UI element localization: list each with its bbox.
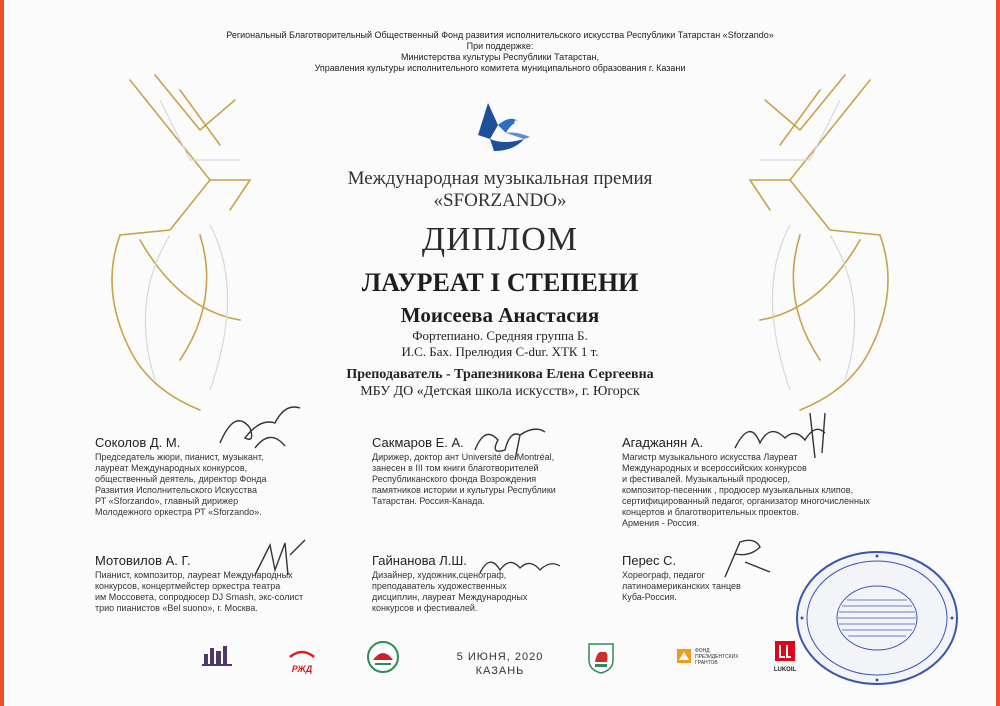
jury-bio-line: Международных и всероссийских конкурсов [622, 463, 807, 473]
prize-brand: «SFORZANDO» [433, 190, 567, 211]
recipient-name: Моисеева Анастасия [400, 303, 600, 327]
jury-bio-line: им Моссовета, сопродюсер DJ Smash, экс-солист [95, 592, 304, 602]
rzd-logo [282, 646, 322, 674]
jury-bio-line: Председатель жюри, пианист, музыкант, [95, 452, 264, 462]
sforzando-bird-logo-icon [470, 95, 540, 165]
jury-bio-line: Татарстан. Россия-Канада. [372, 496, 485, 506]
jury-bio-line: латиноамериканских танцев [622, 581, 741, 591]
diploma-body [250, 168, 750, 400]
performed-piece: И.С. Бах. Прелюдия C-dur. ХТК 1 т. [401, 344, 599, 359]
grants-fund-icon [676, 648, 692, 664]
kazan-emblem-icon [585, 640, 617, 674]
laureate-degree: ЛАУРЕАТ I СТЕПЕНИ [361, 268, 639, 297]
header-organization: Региональный Благотворительный Общественный Фонд развития исполнительского искусства Республики Татарстан «Sforzando» [226, 30, 774, 40]
jury-member-agadzhanyan [622, 435, 902, 529]
presidential-grants-fund-logo [676, 648, 744, 666]
jury-bio-line: Куба-Россия. [622, 592, 677, 602]
issue-date-block [440, 650, 560, 678]
jury-member-motovilov [95, 553, 320, 614]
jury-member-sakmarov [372, 435, 602, 507]
grants-fund-text: ФОНД ПРЕЗИДЕНТСКИХ ГРАНТОВ [695, 648, 739, 666]
jury-bio-line: лауреат Международных конкурсов, [95, 463, 248, 473]
tatarstan-emblem-icon [365, 640, 401, 674]
jury-name: Гайнанова Л.Ш. [372, 553, 467, 568]
lukoil-logo-text: LUKOIL [773, 667, 797, 673]
jury-bio-line: Дизайнер, художник,сценограф, [372, 570, 507, 580]
jury-bio-line: конкурсов и фестивалей. [372, 603, 478, 613]
jury-bio-line: Молодежного оркестра РТ «Sforzando». [95, 507, 262, 517]
jury-bio-line: Дирижер, доктор ант Université de Montréal, [372, 452, 555, 462]
jury-bio-line: Республиканского фонда Возрождения [372, 474, 537, 484]
left-orange-border [0, 0, 4, 706]
jury-bio-line: дисциплин, лауреат Международных [372, 592, 528, 602]
jury-name: Агаджанян А. [622, 435, 704, 450]
issue-date: 5 ИЮНЯ, 2020 [456, 651, 544, 663]
header-administration: Управления культуры исполнительного комитета муниципального образования г. Казани [314, 63, 686, 73]
jury-member-gaynanova [372, 553, 572, 614]
rzd-logo-icon [287, 647, 317, 659]
jury-member-sokolov [95, 435, 310, 518]
jury-member-peres [622, 553, 792, 603]
jury-bio-line: концертов и благотворительных проектов. [622, 507, 799, 517]
prize-name: Международная музыкальная премия [347, 168, 653, 189]
jury-bio-line: трио пианистов «Bel suono», г. Москва. [95, 603, 258, 613]
jury-bio-line: памятников истории и культуры Республики [372, 485, 556, 495]
performance-category: Фортепиано. Средняя группа Б. [412, 328, 588, 343]
jury-bio-line: занесен в III том книги благотворителей [372, 463, 539, 473]
jury-bio-line: сертифицированный педагог, организатор многочисленных [622, 496, 870, 506]
jury-name: Соколов Д. М. [95, 435, 181, 450]
jury-name: Перес С. [622, 553, 677, 568]
jury-bio-line: общественный деятель, директор Фонда [95, 474, 267, 484]
jury-bio-line: Развития Исполнительского Искусства [95, 485, 257, 495]
jury-bio-line: РТ «Sforzando», главный дирижер [95, 496, 239, 506]
jury-bio-line: конкурсов, концертмейстер оркестра театра [95, 581, 281, 591]
city-skyline-logo-icon [200, 640, 236, 668]
jury-bio-line: преподаватель художественных [372, 581, 507, 591]
jury-bio-line: Магистр музыкального искусства Лауреат [622, 452, 798, 462]
jury-bio-line: Хореограф, педагог [622, 570, 705, 580]
school-name: МБУ ДО «Детская школа искусств», г. Югорск [360, 384, 640, 399]
header-support-label: При поддержке: [466, 41, 534, 51]
organization-seal-stamp [792, 548, 962, 688]
header-ministry: Министерства культуры Республики Татарстан, [400, 52, 600, 62]
right-orange-border [996, 0, 1000, 706]
jury-bio-line: и фестивалей. Музыкальный продюсер, [622, 474, 790, 484]
jury-bio-line: Пианист, композитор, лауреат Международных [95, 570, 293, 580]
diploma-title: ДИПЛОМ [421, 221, 579, 258]
jury-name: Сакмаров Е. А. [372, 435, 464, 450]
rzd-logo-text: РЖД [291, 664, 313, 674]
teacher-name: Преподаватель - Трапезникова Елена Сергеевна [346, 367, 654, 382]
jury-bio-line: композитор-песенник , продюсер музыкальных клипов, [622, 485, 854, 495]
issue-city: КАЗАНЬ [475, 665, 525, 677]
jury-name: Мотовилов А. Г. [95, 553, 191, 568]
jury-bio-line: Армения - Россия. [622, 518, 700, 528]
